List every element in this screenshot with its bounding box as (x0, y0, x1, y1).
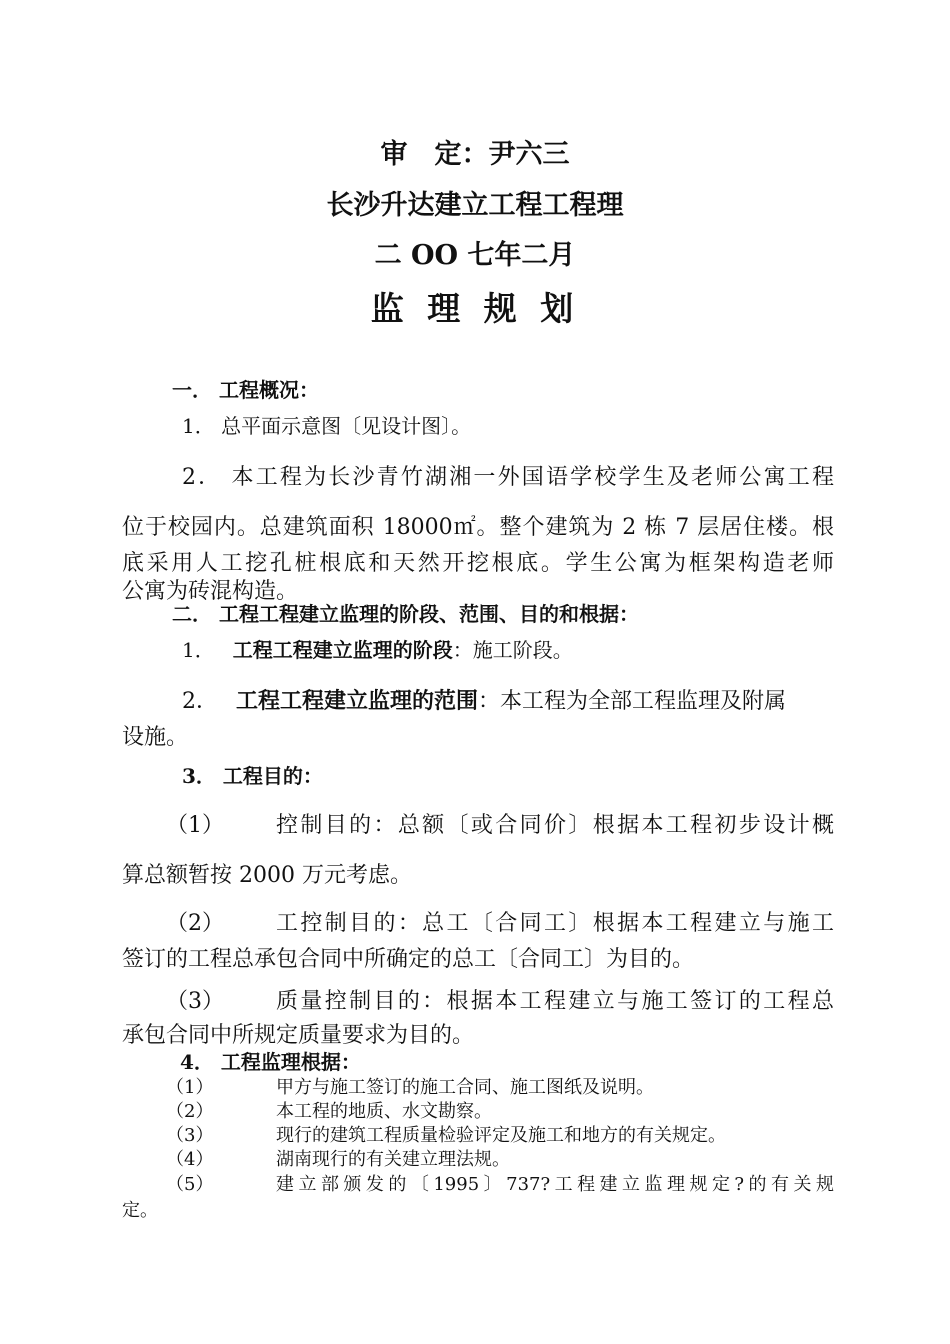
goal2-number: （2） (166, 911, 224, 936)
goal1-line2: 算总额暂按 2000 万元考虑。 (122, 863, 412, 888)
basis3-number: （3） (166, 1125, 214, 1146)
basis4-number: （4） (166, 1149, 214, 1170)
basis5-number: （5） (166, 1174, 214, 1195)
section1-heading: 一． 工程概况： (172, 378, 319, 402)
document-date: 二 OO 七年二月 (374, 240, 576, 271)
basis5-continued: 定。 (122, 1200, 158, 1221)
goal3-number: （3） (166, 989, 224, 1014)
section2-item1-label: 工程工程建立监理的阶段 (232, 638, 453, 662)
section1-item2-line1: 2． 本工程为长沙青竹湖湘一外国语学校学生及老师公寓工程 (182, 465, 834, 490)
section2-item4: 4． 工程监理根据： (180, 1050, 361, 1074)
goal1-line1: 控制目的：总额〔或合同价〕根据本工程初步设计概 (276, 813, 834, 838)
goal2-line1: 工控制目的：总工〔合同工〕根据本工程建立与施工 (276, 911, 834, 936)
basis3-text: 现行的建筑工程质量检验评定及施工和地方的有关规定。 (276, 1125, 726, 1146)
basis4-text: 湖南现行的有关建立理法规。 (276, 1149, 510, 1170)
basis2-number: （2） (166, 1101, 214, 1122)
section1-item1: 1． 总平面示意图〔见设计图〕。 (182, 414, 472, 438)
basis1-text: 甲方与施工签订的施工合同、施工图纸及说明。 (276, 1077, 654, 1098)
section2-item2-text: ：本工程为全部工程监理及附属 (478, 689, 787, 714)
goal3-line2: 承包合同中所规定质量要求为目的。 (122, 1023, 475, 1048)
section1-item2-line3: 底采用人工挖孔桩根底和天然开挖根底。学生公寓为框架构造老师 (122, 551, 834, 576)
section2-heading: 二． 工程工程建立监理的阶段、范围、目的和根据： (172, 602, 639, 626)
section2-item2 (182, 684, 834, 715)
section2-item2-number: 2． (182, 689, 218, 714)
basis1-number: （1） (166, 1077, 214, 1098)
goal1-number: （1） (166, 813, 224, 838)
reviewer-line: 审 定：尹六三 (380, 139, 570, 170)
section2-item2-continued: 设施。 (122, 725, 189, 750)
section2-item1-text: ：施工阶段。 (452, 638, 573, 662)
section1-item2-line2: 位于校园内。总建筑面积 18000㎡。整个建筑为 2 栋 7 层居住楼。根 (122, 515, 834, 540)
goal2-line2: 签订的工程总承包合同中所确定的总工〔合同工〕为目的。 (122, 947, 695, 972)
document-title: 监 理 规 划 (370, 289, 580, 328)
company-name: 长沙升达建立工程工程理 (326, 190, 624, 221)
section2-item2-label: 工程工程建立监理的范围 (236, 688, 479, 714)
section2-item1 (182, 634, 573, 663)
basis2-text: 本工程的地质、水文勘察。 (276, 1101, 492, 1122)
goal3-line1: 质量控制目的：根据本工程建立与施工签订的工程总 (276, 989, 834, 1014)
section2-item1-number: 1． (182, 638, 215, 662)
section1-item2-line4: 公寓为砖混构造。 (122, 579, 299, 604)
basis5-text: 建立部颁发的〔1995〕737?工程建立监理规定?的有关规 (276, 1174, 834, 1195)
section2-item3: 3． 工程目的： (182, 764, 323, 788)
